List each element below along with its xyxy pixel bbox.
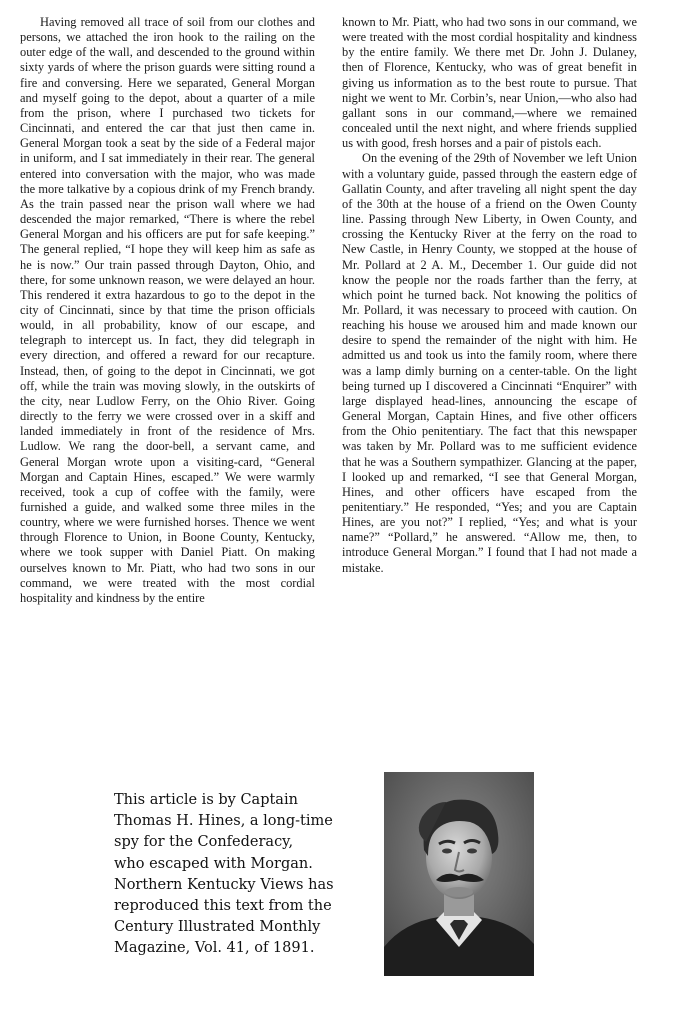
article-left-column [20, 15, 315, 606]
caption-line: Magazine, Vol. 41, of 1891. [114, 940, 315, 957]
caption-line: This article is by Captain [114, 792, 298, 808]
article-right-column [342, 15, 637, 576]
portrait-illustration [384, 772, 534, 976]
caption-line: Thomas H. Hines, a long-time [114, 813, 333, 830]
caption-line: who escaped with Morgan. [114, 855, 313, 872]
article-paragraph: Having removed all trace of soil from our clothes and persons, we attached the iron hook to the railing on the outer edge of the wall, and descended to the ground within sixty yards of where the prison guards were sitting round a fire and conversing. Here we separated, General Morgan and myself going to the depot, about a quarter of a mile from the prison, where I purchased two tickets for Cincinnati, and entered the car that just then came in. General Morgan took a seat by the side of a Federal major in uniform, and I sat immediately in their rear. The general entered into conversation with the major, who was made the more talkative by a copious drink of my French brandy. As the train passed near the prison wall where we had descended the major remarked, “There is where the rebel General Morgan and his officers are put for safe keeping.” The general replied, “I hope they will keep him as safe as he is now.” Our train passed through Dayton, Ohio, and there, for some unknown reason, we were delayed an hour. This rendered it extra hazardous to go to the depot in the city of Cincinnati, since by that time the prison officials would, in all probability, know of our escape, and telegraph to intercept us. In fact, they did telegraph in every direction, and offered a reward for our recapture. Instead, then, of going to the depot in Cincinnati, we got off, while the train was moving slowly, in the outskirts of the city, near Ludlow Ferry, on the Ohio River. Going directly to the ferry we were crossed over in a skiff and landed immediately in front of the residence of Mrs. Ludlow. We rang the door-bell, a servant came, and General Morgan wrote upon a visiting-card, “General Morgan and Captain Hines, escaped.” We were warmly received, took a cup of coffee with the family, were furnished a guide, and walked some three miles in the country, where we were furnished horses. Thence we went through Florence to Union, in Boone County, Kentucky, where we took supper with Daniel Piatt. On making ourselves known to Mr. Piatt, who had two sons in our command, we were treated with the most cordial hospitality and kindness by the entire [20, 15, 315, 605]
photo-caption [114, 790, 374, 960]
caption-line: reproduced this text from the [114, 898, 332, 915]
caption-line: Northern Kentucky Views has [114, 876, 334, 893]
portrait-photo [384, 772, 534, 976]
caption-line: Century Illustrated Monthly [114, 919, 321, 936]
article-paragraph: On the evening of the 29th of November we left Union with a voluntary guide, passed through the eastern edge of Gallatin County, and after traveling all night spent the day of the 30th at the house of a friend on the Owen County line. Passing through New Liberty, in Owen County, and crossing the Kentucky River at the ferry on the road to New Castle, in Henry County, we stopped at the house of Mr. Pollard at 2 A. M., December 1. Our guide did not know the people nor the roads farther than the ferry, at which point he turned back. Not knowing the politics of Mr. Pollard, it was necessary to proceed with caution. On reaching his house we aroused him and made known our desire to spend the remainder of the night with him. He admitted us and took us into the family room, where there was a lamp dimly burning on a center-table. On the light being turned up I discovered a Cincinnati “Enquirer” with large displayed head-lines, announcing the escape of General Morgan, Captain Hines, and five other officers from the Ohio penitentiary. The fact that this newspaper was taken by Mr. Pollard was to me sufficient evidence that he was a Southern sympathizer. Glancing at the paper, I looked up and remarked, “I see that General Morgan, Hines, and other officers have escaped from the penitentiary.” He responded, “Yes; and you are Captain Hines, are you not?” I replied, “Yes; and what is your name?” “Pollard,” he answered. “Allow me, then, to introduce General Morgan.” I found that I had not made a mistake. [342, 151, 637, 575]
caption-line: spy for the Confederacy, [114, 834, 294, 851]
article-paragraph: known to Mr. Piatt, who had two sons in our command, we were treated with the most cordial hospitality and kindness by the entire family. We there met Dr. John J. Dulaney, then of Florence, Kentucky, who was of great benefit in giving us information as to the best route to pursue. That night we went to Mr. Corbin’s, near Union,—who also had gallant sons in our command,—where we remained concealed until the next night, and where friends supplied us with good, fresh horses and a pair of pistols each. [342, 15, 637, 151]
